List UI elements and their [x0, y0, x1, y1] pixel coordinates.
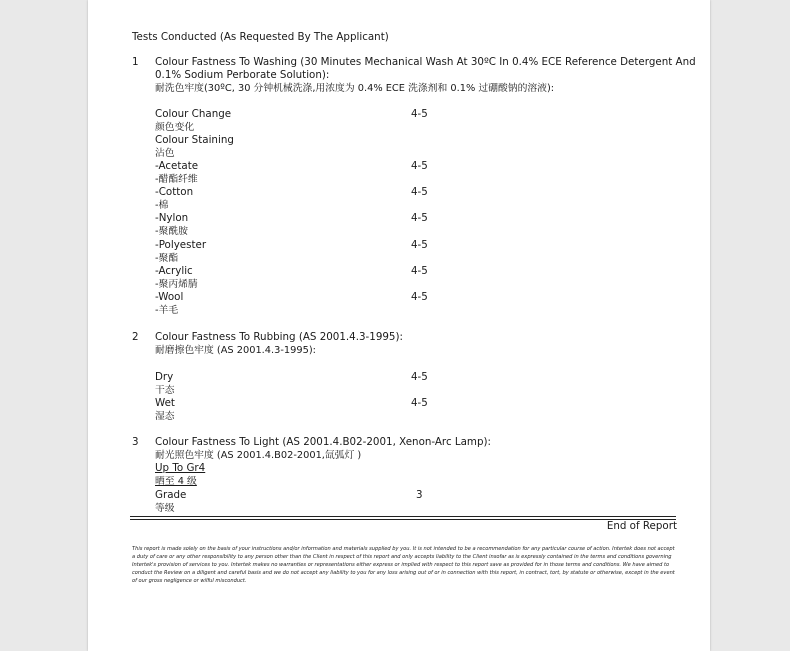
section-1-title-zh: 耐洗色牢度(30ºC, 30 分钟机械洗涤,用浓度为 0.4% ECE 洗涤剂和 0.1% 过硼酸钠的溶液):	[155, 83, 555, 94]
section-1-title-line1: Colour Fastness To Washing (30 Minutes Mechanical Wash At 30ºC In 0.4% ECE Reference Detergent And	[155, 56, 696, 68]
staining-row-label: -Cotton	[155, 186, 194, 198]
rubbing-row-label-zh: 湿态	[155, 411, 175, 422]
staining-row-value: 4-5	[411, 160, 428, 172]
staining-row-label-zh: -棉	[155, 200, 169, 211]
section-3-number: 3	[132, 436, 139, 448]
report-page	[88, 0, 710, 651]
staining-row-label-zh: -聚丙烯腈	[155, 279, 198, 290]
rubbing-row-label: Dry	[155, 371, 174, 383]
rubbing-row-label-zh: 干态	[155, 385, 175, 396]
section-3-title-zh: 耐光照色牢度 (AS 2001.4.B02-2001,氙弧灯 )	[155, 450, 362, 461]
colour-change-label-zh: 颜色变化	[155, 122, 195, 133]
staining-row-label: -Nylon	[155, 212, 189, 224]
colour-change-label: Colour Change	[155, 108, 232, 120]
up-to-grade-label-zh: 晒至 4 级	[155, 476, 197, 487]
divider-bottom	[130, 519, 676, 520]
staining-row-label-zh: -醋酯纤维	[155, 174, 198, 185]
staining-row-label: -Polyester	[155, 239, 207, 251]
staining-row-label: -Acrylic	[155, 265, 193, 277]
section-2-title-zh: 耐磨擦色牢度 (AS 2001.4.3-1995):	[155, 345, 316, 356]
colour-staining-label-zh: 沾色	[155, 148, 175, 159]
end-of-report: End of Report	[606, 520, 677, 532]
section-2-title: Colour Fastness To Rubbing (AS 2001.4.3-1995):	[155, 331, 403, 343]
up-to-grade-label: Up To Gr4	[155, 462, 206, 474]
staining-row-label-zh: -聚酯	[155, 253, 179, 264]
staining-row-value: 4-5	[411, 239, 428, 251]
grade-value: 3	[416, 489, 423, 501]
colour-change-value: 4-5	[411, 108, 428, 120]
rubbing-row-value: 4-5	[411, 371, 428, 383]
section-1-title-line2: 0.1% Sodium Perborate Solution):	[155, 69, 330, 81]
divider-top	[130, 516, 676, 517]
staining-row-label: -Acetate	[155, 160, 199, 172]
grade-label: Grade	[155, 489, 187, 501]
staining-row-label-zh: -羊毛	[155, 305, 179, 316]
tests-heading: Tests Conducted (As Requested By The Applicant)	[132, 31, 389, 43]
disclaimer-text: This report is made solely on the basis of your instructions and/or information and materials supplied by you. It is not intended to be a recommendation for any particular course of action. Intertek does not accept a duty of care or any other responsibility to any person other than the Client in respect of this report and only accepts liability to the Client insofar as is expressly contained in the terms and conditions governing Intertek's provision of services to you. Intertek makes no warranties or representations either express or implied with respect to this report save as provided for in those terms and conditions. We have aimed to conduct the Review on a diligent and careful basis and we do not accept any liability to you for any loss arising out of or in connection with this report, in contract, tort, by statute or otherwise, except in the event of our gross negligence or wilful misconduct.	[132, 546, 675, 584]
section-2-number: 2	[132, 331, 139, 343]
staining-row-label-zh: -聚酰胺	[155, 226, 188, 237]
staining-row-value: 4-5	[411, 265, 428, 277]
colour-staining-label: Colour Staining	[155, 134, 234, 146]
grade-label-zh: 等级	[155, 503, 175, 514]
section-1-number: 1	[132, 56, 139, 68]
staining-row-value: 4-5	[411, 291, 428, 303]
rubbing-row-value: 4-5	[411, 397, 428, 409]
staining-row-value: 4-5	[411, 186, 428, 198]
section-3-title: Colour Fastness To Light (AS 2001.4.B02-2001, Xenon-Arc Lamp):	[155, 436, 491, 448]
staining-row-label: -Wool	[155, 291, 184, 303]
rubbing-row-label: Wet	[155, 397, 175, 409]
staining-row-value: 4-5	[411, 212, 428, 224]
